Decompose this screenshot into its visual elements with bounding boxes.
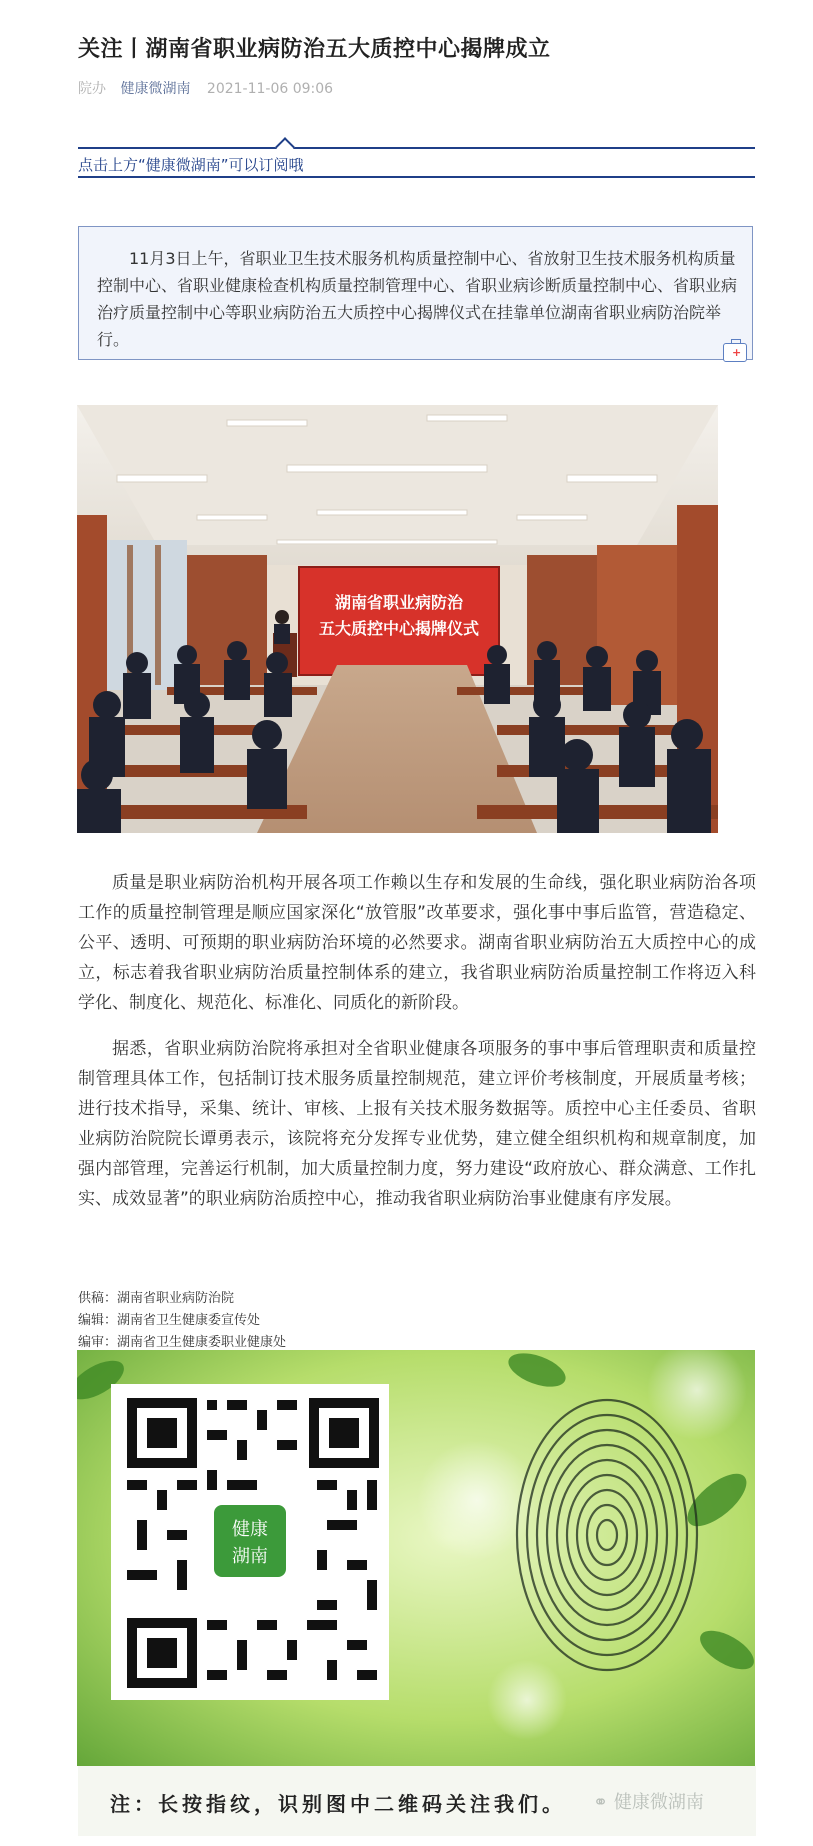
medical-kit-icon: + <box>723 343 747 362</box>
intro-text: 11月3日上午，省职业卫生技术服务机构质量控制中心、省放射卫生技术服务机构质量控制中心、省职业健康检查机构质量控制管理中心、省职业病诊断质量控制中心、省职业病治疗质量控制中心等职业病防治五大质控中心揭牌仪式在挂靠单位湖南省职业病防治院举行。 <box>97 249 738 349</box>
credit-editor: 编辑：湖南省卫生健康委宣传处 <box>78 1313 261 1328</box>
credit-contributor: 供稿：湖南省职业病防治院 <box>78 1291 235 1306</box>
credits-block <box>78 1288 286 1354</box>
screen-caption-line1: 湖南省职业病防治 <box>334 593 464 612</box>
body-paragraph-1: 质量是职业病防治机构开展各项工作赖以生存和发展的生命线，强化职业病防治各项工作的质量控制管理是顺应国家深化“放管服”改革要求，强化事中事后监管，营造稳定、公平、透明、可预期的职业病防治环境的必然要求。湖南省职业病防治五大质控中心的成立，标志着我省职业病防治质量控制体系的建立，我省职业病防治质量控制工作将迈入科学化、制度化、规范化、标准化、同质化的新阶段。 <box>78 873 756 1013</box>
qr-code-panel[interactable] <box>77 1350 755 1766</box>
credit-reviewer: 编审：湖南省卫生健康委职业健康处 <box>78 1335 287 1350</box>
intro-box <box>78 226 753 360</box>
subscribe-bottom-rule <box>78 176 755 178</box>
article-meta <box>78 78 333 98</box>
screen-caption-line2: 五大质控中心揭牌仪式 <box>318 619 480 638</box>
qr-logo-text-1: 健康 <box>232 1519 268 1540</box>
ceremony-photo <box>77 405 718 833</box>
article-title: 关注丨湖南省职业病防治五大质控中心揭牌成立 <box>78 37 551 62</box>
publish-time: 2021-11-06 09:06 <box>206 81 334 97</box>
watermark-text: 健康微湖南 <box>613 1792 704 1813</box>
qr-logo-text-2: 湖南 <box>232 1546 268 1567</box>
subscribe-prompt: 点击上方“健康微湖南”可以订阅哦 <box>78 156 304 174</box>
ceremony-photo-illustration <box>77 405 718 833</box>
source-label: 院办 <box>78 81 106 97</box>
account-name-link[interactable]: 健康微湖南 <box>120 81 191 97</box>
body-paragraph-2: 据悉，省职业病防治院将承担对全省职业健康各项服务的事中事后管理职责和质量控制管理具体工作，包括制订技术服务质量控制规范，建立评价考核制度，开展质量考核；进行技术指导，采集、统计、审核、上报有关技术服务数据等。质控中心主任委员、省职业病防治院院长谭勇表示，该院将充分发挥专业优势，建立健全组织机构和规章制度，加强内部管理，完善运行机制，加大质量控制力度，努力建设“政府放心、群众满意、工作扎实、成效显著”的职业病防治质控中心，推动我省职业病防治事业健康有序发展。 <box>78 1039 756 1209</box>
qr-note-text: 注：长按指纹，识别图中二维码关注我们。 <box>110 1792 566 1816</box>
qr-note-band <box>78 1766 756 1836</box>
qr-panel-illustration <box>77 1350 755 1766</box>
intro-bottom-rule <box>78 359 658 360</box>
subscribe-top-rule <box>78 147 755 149</box>
wechat-icon: ⚭ <box>593 1792 609 1813</box>
account-watermark <box>593 1788 704 1814</box>
